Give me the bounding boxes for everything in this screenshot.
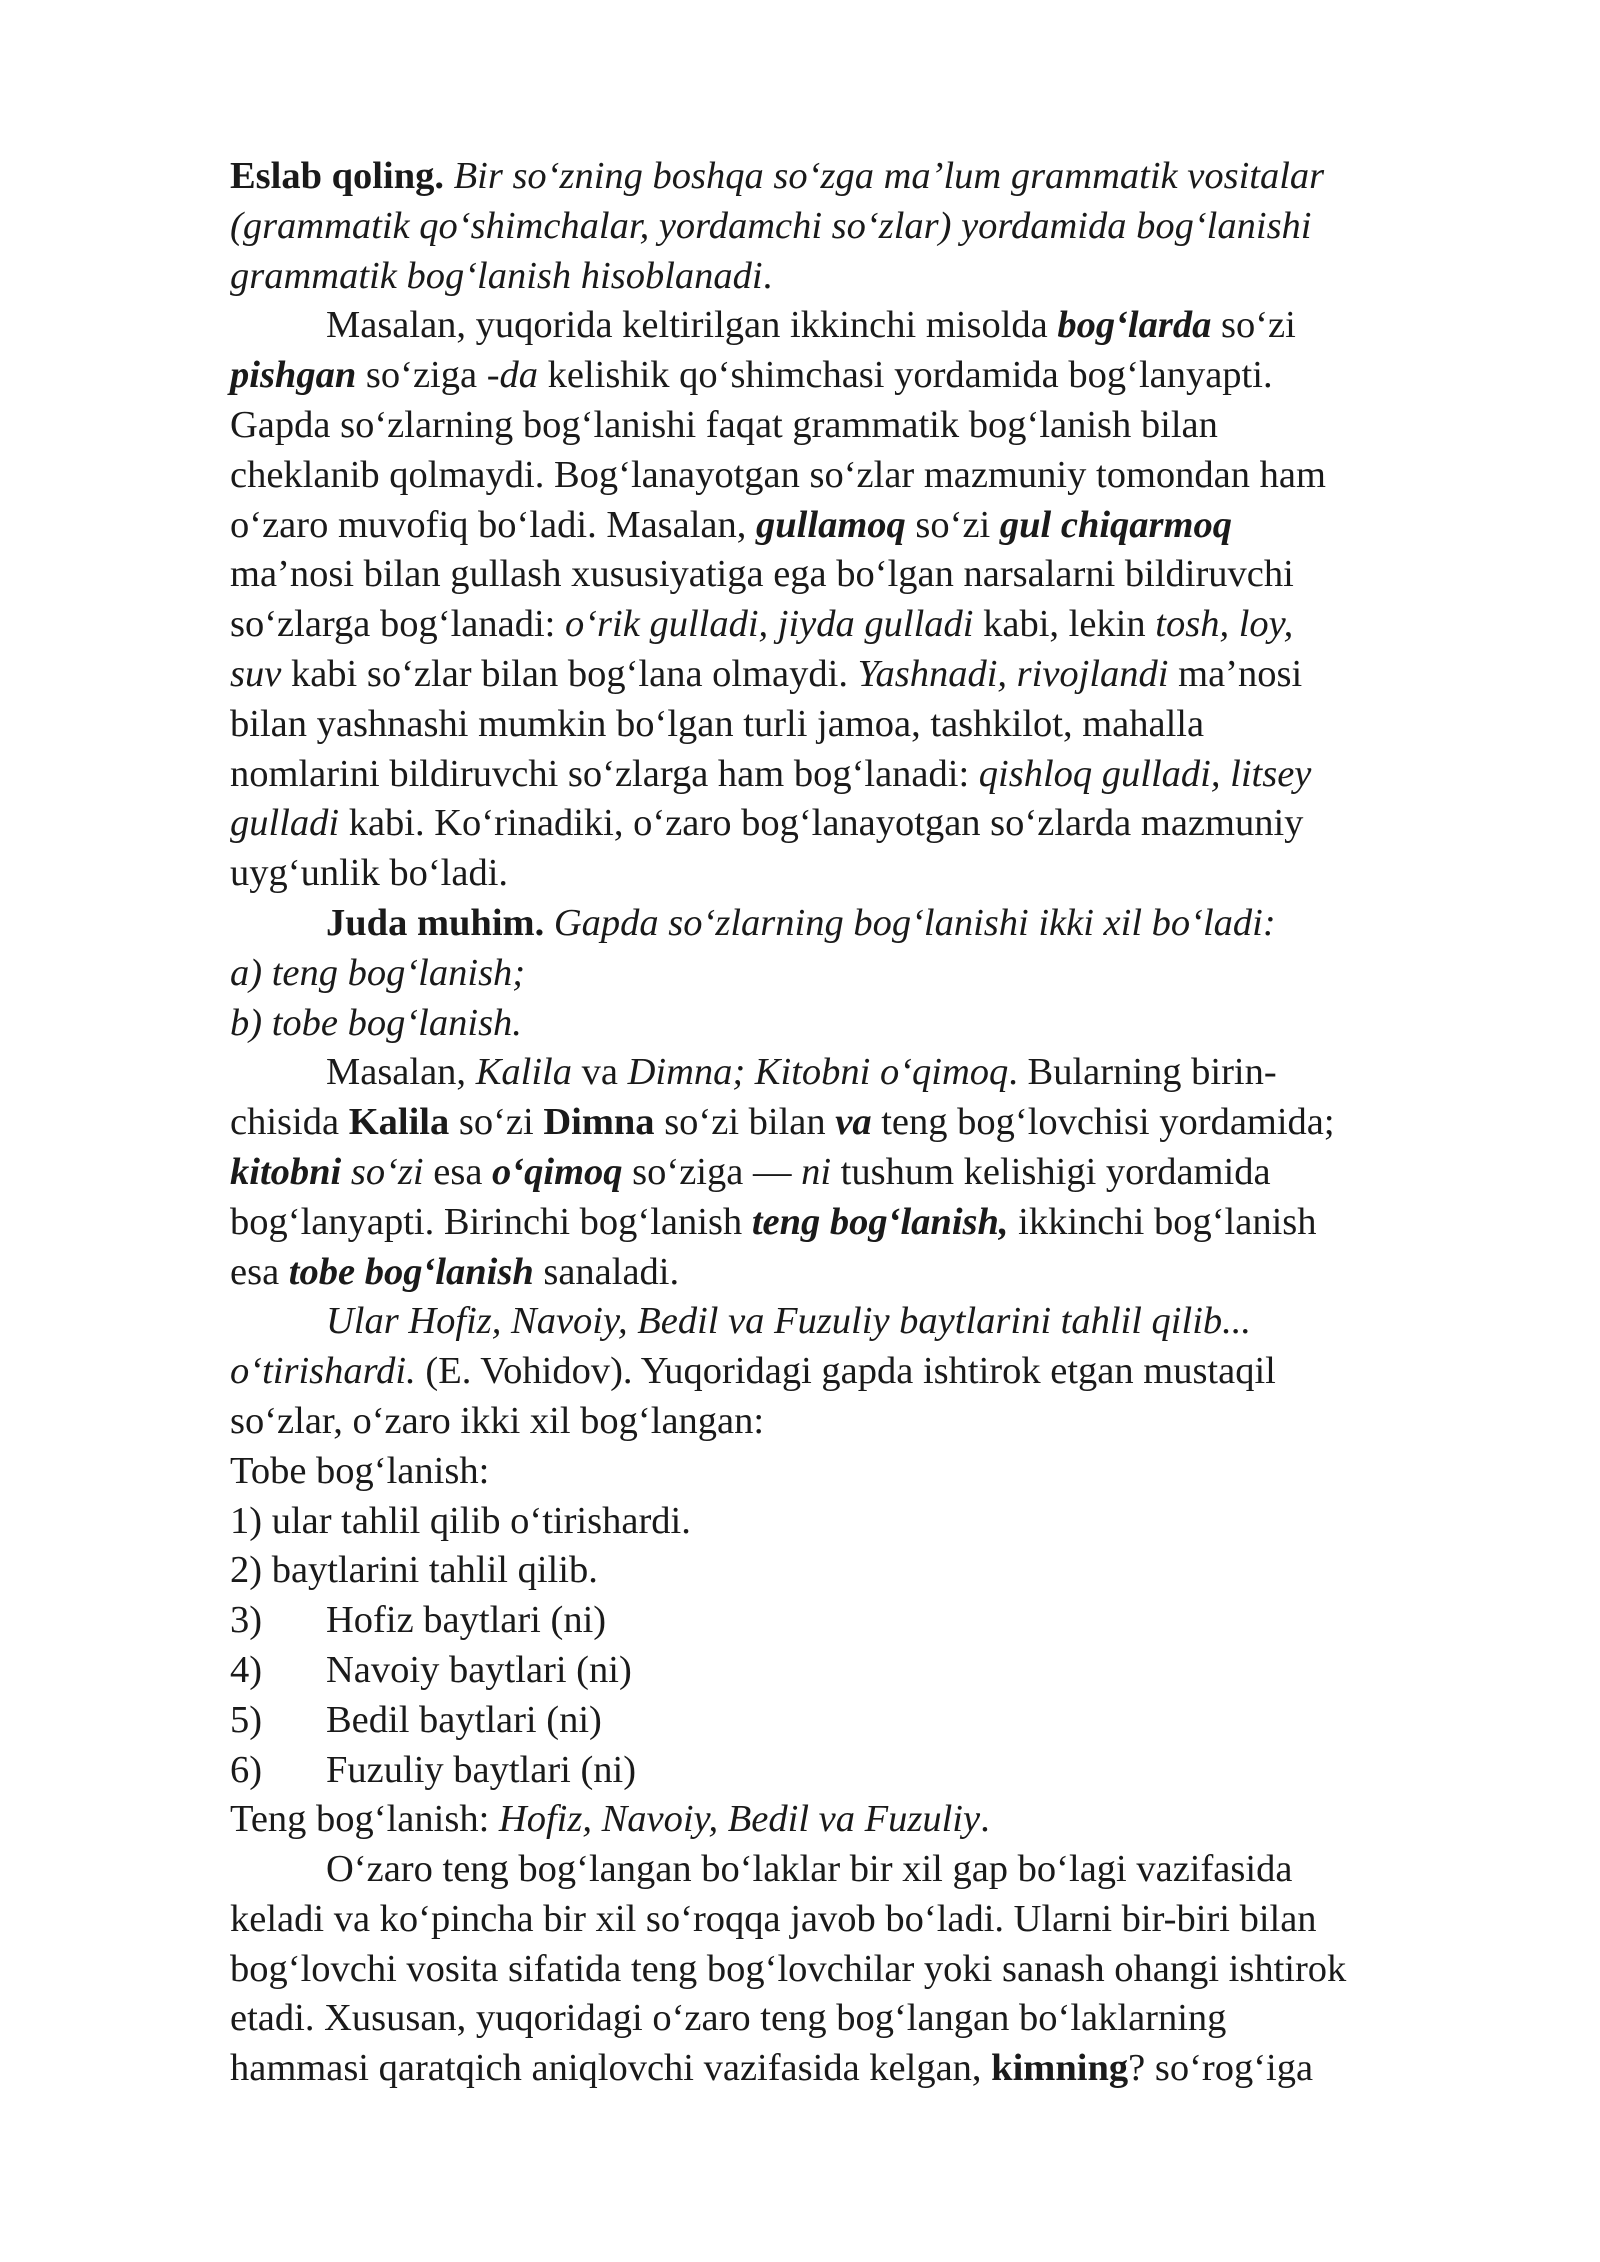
text-segment: Ular Hofiz, Navoiy, Bedil va Fuzuliy baytlarini tahlil qilib... (326, 1300, 1252, 1343)
text-segment: kabi, lekin (973, 603, 1156, 646)
text-segment: hammasi qaratqich aniqlovchi vazifasida kelgan, (230, 2047, 992, 2090)
text-segment: . (980, 1798, 990, 1841)
text-segment: kelishik qo‘shimchasi yordamida bog‘lanyapti. (538, 354, 1273, 397)
text-segment: bog‘lovchi vosita sifatida teng bog‘lovchilar yoki sanash ohangi ishtirok (230, 1947, 1347, 1990)
text-segment: Gapda so‘zlarning bog‘lanishi ikki xil bo‘ladi: (553, 901, 1276, 944)
text-segment: Bir so‘zning boshqa so‘zga ma’lum grammatik vositalar (453, 155, 1325, 197)
text-line (230, 1945, 1490, 1995)
text-line (230, 1497, 1490, 1547)
text-segment: etadi. Xususan, yuqoridagi o‘zaro teng bog‘langan bo‘laklarning (230, 1997, 1227, 2040)
text-segment: Masalan, (326, 1051, 476, 1094)
text-segment: so‘zlarga bog‘lanadi: (230, 603, 565, 646)
text-line (230, 152, 1490, 202)
text-line (230, 600, 1490, 650)
text-line (230, 1198, 1490, 1248)
text-segment: Fuzuliy baytlari (ni) (326, 1748, 637, 1791)
text-line (230, 1895, 1490, 1945)
text-line (230, 1098, 1490, 1148)
text-segment: cheklanib qolmaydi. Bog‘lanayotgan so‘zlar mazmuniy tomondan ham (230, 453, 1326, 496)
text-segment: bog‘larda (1057, 304, 1212, 347)
text-segment: kabi. Ko‘rinadiki, o‘zaro bog‘lanayotgan so‘zlarda mazmuniy (339, 802, 1304, 845)
text-segment: uyg‘unlik bo‘ladi. (230, 852, 509, 895)
text-segment: Gapda so‘zlarning bog‘lanishi faqat grammatik bog‘lanish bilan (230, 403, 1218, 446)
text-segment: b) tobe bog‘lanish. (230, 1001, 522, 1044)
text-line (230, 849, 1490, 899)
text-segment: Eslab qoling. (230, 155, 444, 197)
text-segment: so‘zi (449, 1101, 544, 1144)
text-segment: da (499, 354, 539, 397)
text-segment: o‘rik gulladi, jiyda gulladi (564, 603, 974, 646)
text-segment: esa (230, 1250, 289, 1293)
text-segment: Hofiz baytlari (ni) (326, 1599, 607, 1642)
text-line (230, 1696, 1490, 1746)
text-segment: ma’nosi (1168, 652, 1303, 695)
text-segment: a) teng bog‘lanish; (230, 951, 526, 994)
text-segment (444, 155, 454, 197)
text-segment: o‘qimoq (492, 1150, 623, 1193)
text-line (230, 252, 1490, 302)
text-line (230, 999, 1490, 1049)
text-segment: tushum kelishigi yordamida (831, 1150, 1271, 1193)
text-segment: bilan yashnashi mumkin bo‘lgan turli jamoa, tashkilot, mahalla (230, 702, 1205, 745)
text-segment: (grammatik qo‘shimchalar, yordamchi so‘zlar) yordamida bog‘lanishi (230, 204, 1312, 247)
text-segment: tosh, loy, (1155, 603, 1294, 646)
text-line (230, 1148, 1490, 1198)
text-segment: Kalila (475, 1051, 572, 1094)
text-line (230, 501, 1490, 551)
text-segment: grammatik bog‘lanish hisoblanadi (230, 254, 763, 297)
text-line (230, 799, 1490, 849)
text-segment: esa (423, 1150, 493, 1193)
text-segment: Navoiy baytlari (ni) (326, 1648, 632, 1691)
text-segment: nomlarini bildiruvchi so‘zlarga ham bog‘lanadi: (230, 752, 979, 795)
document-page (230, 152, 1490, 2094)
text-segment: va (571, 1051, 628, 1094)
text-segment: chisida (230, 1101, 349, 1144)
text-line (230, 550, 1490, 600)
text-segment: Dimna; Kitobni o‘qimoq (627, 1051, 1009, 1094)
text-segment: va (835, 1101, 872, 1144)
text-segment: ikkinchi bog‘lanish (1008, 1200, 1317, 1243)
text-segment: O‘zaro teng bog‘langan bo‘laklar bir xil gap bo‘lagi vazifasida (326, 1848, 1293, 1891)
text-line (230, 899, 1490, 949)
text-segment: so‘zlar, o‘zaro ikki xil bog‘langan: (230, 1399, 765, 1442)
text-line (230, 1297, 1490, 1347)
text-segment: kimning (991, 2047, 1129, 2090)
text-segment: Hofiz, Navoiy, Bedil va Fuzuliy (498, 1798, 981, 1841)
text-segment: keladi va ko‘pincha bir xil so‘roqqa javob bo‘ladi. Ularni bir-biri bilan (230, 1897, 1317, 1940)
text-line (230, 401, 1490, 451)
text-segment: teng bog‘lovchisi yordamida; (871, 1101, 1335, 1144)
text-line (230, 1546, 1490, 1596)
text-segment: gullamoq (756, 503, 906, 546)
list-number: 4) (230, 1648, 263, 1691)
text-segment: teng bog‘lanish, (751, 1200, 1009, 1243)
text-segment: tobe bog‘lanish (288, 1250, 534, 1293)
text-segment: so‘ziga — (622, 1150, 802, 1193)
text-line (230, 1048, 1490, 1098)
list-number: 3) (230, 1599, 263, 1642)
text-line (230, 1646, 1490, 1696)
text-segment: 1) ular tahlil qilib o‘tirishardi. (230, 1499, 691, 1542)
text-segment: ni (801, 1150, 832, 1193)
text-line (230, 650, 1490, 700)
text-segment: bog‘lanyapti. Birinchi bog‘lanish (230, 1200, 752, 1243)
text-line (230, 750, 1490, 800)
text-segment: qishloq gulladi, litsey (978, 752, 1312, 795)
text-segment: pishgan (230, 354, 357, 397)
text-segment: gulladi (230, 802, 340, 845)
text-line (230, 1746, 1490, 1796)
text-line (230, 1347, 1490, 1397)
text-segment: Juda muhim. (326, 901, 545, 944)
text-segment: so‘zi (350, 1150, 424, 1193)
text-segment: Masalan, yuqorida keltirilgan ikkinchi misolda (326, 304, 1058, 347)
text-line (230, 2044, 1490, 2094)
list-number: 6) (230, 1748, 263, 1791)
text-segment: suv (230, 652, 282, 695)
text-segment (544, 902, 554, 944)
text-segment: kabi so‘zlar bilan bog‘lana olmaydi. (281, 652, 858, 695)
text-segment: gul chiqarmoq (999, 503, 1232, 546)
text-segment: kitobni (230, 1150, 342, 1193)
text-line (230, 451, 1490, 501)
text-line (230, 1845, 1490, 1895)
text-segment: o‘tirishardi. (230, 1350, 416, 1393)
text-segment: 2) baytlarini tahlil qilib. (230, 1549, 598, 1592)
text-line (230, 301, 1490, 351)
text-line (230, 1397, 1490, 1447)
text-segment: so‘ziga - (356, 354, 500, 397)
text-segment: (E. Vohidov). Yuqoridagi gapda ishtirok etgan mustaqil (415, 1350, 1276, 1393)
text-segment: sanaladi. (533, 1250, 680, 1293)
text-line (230, 1447, 1490, 1497)
text-segment: so‘zi (1211, 304, 1296, 347)
text-segment: Dimna (543, 1101, 655, 1144)
text-segment: . Bularning birin- (1008, 1051, 1277, 1094)
text-segment: so‘zi bilan (654, 1101, 836, 1144)
text-segment: Bedil baytlari (ni) (326, 1698, 602, 1741)
text-segment: ma’nosi bilan gullash xususiyatiga ega bo‘lgan narsalarni bildiruvchi (230, 553, 1294, 596)
text-segment: o‘zaro muvofiq bo‘ladi. Masalan, (230, 503, 757, 546)
text-line (230, 949, 1490, 999)
text-line (230, 351, 1490, 401)
text-line (230, 700, 1490, 750)
text-segment: Tobe bog‘lanish: (230, 1449, 490, 1492)
list-number: 5) (230, 1698, 263, 1741)
text-segment: ? so‘rog‘iga (1128, 2047, 1314, 2090)
text-segment: so‘zi (905, 503, 1000, 546)
text-segment: Kalila (348, 1101, 450, 1144)
text-line (230, 1248, 1490, 1298)
text-line (230, 1795, 1490, 1845)
text-segment: Yashnadi, rivojlandi (857, 652, 1169, 695)
text-line (230, 1596, 1490, 1646)
text-line (230, 1994, 1490, 2044)
text-line (230, 202, 1490, 252)
text-segment (341, 1151, 351, 1193)
text-segment: Teng bog‘lanish: (230, 1798, 499, 1841)
text-segment: . (762, 254, 773, 297)
